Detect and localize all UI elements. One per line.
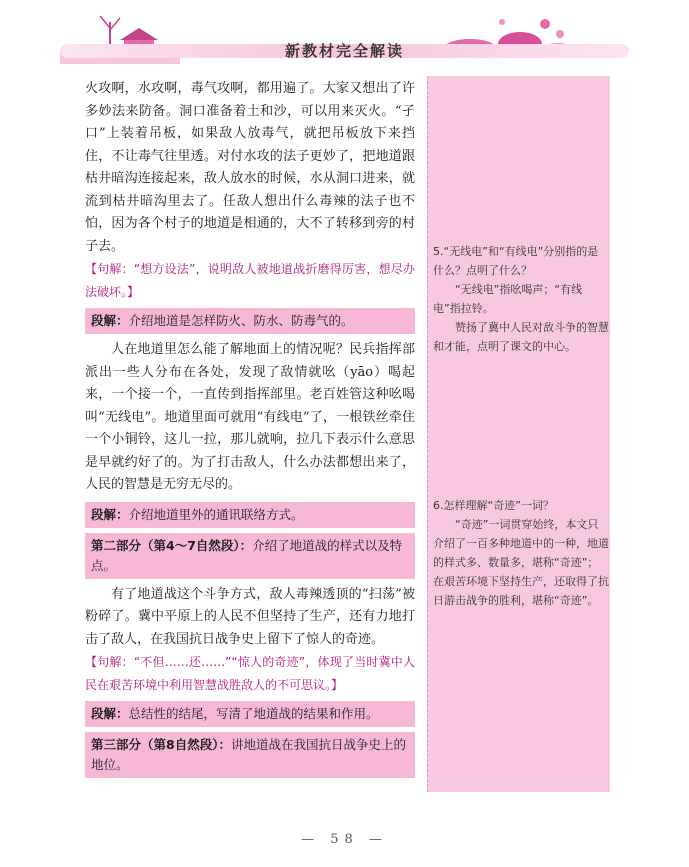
paragraph: 有了地道战这个斗争方式，敌人毒辣透顶的“扫荡”被粉碎了。冀中平原上的人民不但坚持了生产，还有力地打击了敌人，在我国抗日战争史上留下了惊人的奇迹。 [85, 586, 415, 647]
question-5 [433, 242, 609, 356]
part-summary [85, 533, 415, 579]
summary-label: 段解： [91, 706, 129, 721]
question-text: 5.“无线电”和“有线电”分别指的是什么？点明了什么？ [433, 245, 599, 277]
part-text: 讲地道战在我国抗日战争史上的地位。 [91, 737, 406, 772]
part-summary [85, 732, 415, 778]
paragraph-summary [85, 701, 415, 727]
answer-text: “奇迹”一词贯穿始终，本文只介绍了一百多种地道中的一种，地道的样式多、数量多，堪称“奇迹”；在艰苦环境下坚持生产，还取得了抗日游击战争的胜利，堪称“奇迹”。 [433, 518, 609, 607]
summary-text: 总结性的结尾，写清了地道战的结果和作用。 [128, 706, 379, 721]
main-text-column [85, 78, 415, 783]
summary-text: 介绍地道是怎样防火、防水、防毒气的。 [128, 313, 354, 328]
paragraph-summary [85, 502, 415, 528]
paragraph-summary [85, 308, 415, 334]
question-6 [433, 496, 609, 610]
question-text: 6.怎样理解“奇迹”一词？ [433, 499, 554, 512]
part-label: 第三部分（第8自然段）： [91, 737, 231, 752]
summary-label: 段解： [91, 506, 129, 522]
answer-text: 赞扬了冀中人民对敌斗争的智慧和才能，点明了课文的中心。 [433, 321, 609, 353]
part-label: 第二部分（第4～7自然段）： [91, 537, 253, 553]
page-number: — 58 — [301, 832, 388, 847]
summary-text: 介绍地道里外的通讯联络方式。 [128, 506, 304, 522]
page-header [0, 0, 689, 72]
paragraph: 火攻啊，水攻啊，毒气攻啊，都用遍了。大家又想出了许多妙法来防备。洞口准备着土和沙，可以用来灭火。“孑口”上装着吊板，如果敌人放毒气，就把吊板放下来挡住，不让毒气往里透。对付水攻的法子更妙了，把地道跟枯井暗沟连接起来，敌人放水的时候，水从洞口进来，就流到枯井暗沟里去了。任敌人想出什么毒辣的法子也不怕，因为各个村子的地道是相通的，大不了转移到旁的村子去。 [85, 81, 415, 254]
part-text: 介绍了地道战的样式以及特点。 [91, 537, 403, 573]
annotation-sidebar [427, 76, 610, 792]
answer-text: “无线电”指吆喝声；“有线电”指拉铃。 [433, 283, 583, 315]
header-title: 新教材完全解读 [284, 42, 404, 60]
summary-label: 段解： [91, 313, 129, 328]
sentence-note: 【句解：“想方设法”，说明敌人被地道战折磨得厉害，想尽办法破坏。】 [85, 262, 415, 299]
paragraph: 人在地道里怎么能了解地面上的情况呢？民兵指挥部派出一些人分布在各处，发现了敌情就吆（yāo）喝起来，一个接一个，一直传到指挥部里。老百姓管这种吆喝叫“无线电”。地道里面可就用“有线电”了，一根铁丝牵住一个小铜铃，这儿一拉，那儿就响，拉几下表示什么意思是早就约好了的。为了打击敌人，什么办法都想出来了，人民的智慧是无穷无尽的。 [85, 342, 415, 492]
sentence-note: 【句解：“不但……还……”“惊人的奇迹”，体现了当时冀中人民在艰苦环境中利用智慧战胜敌人的不可思议。】 [85, 655, 415, 692]
